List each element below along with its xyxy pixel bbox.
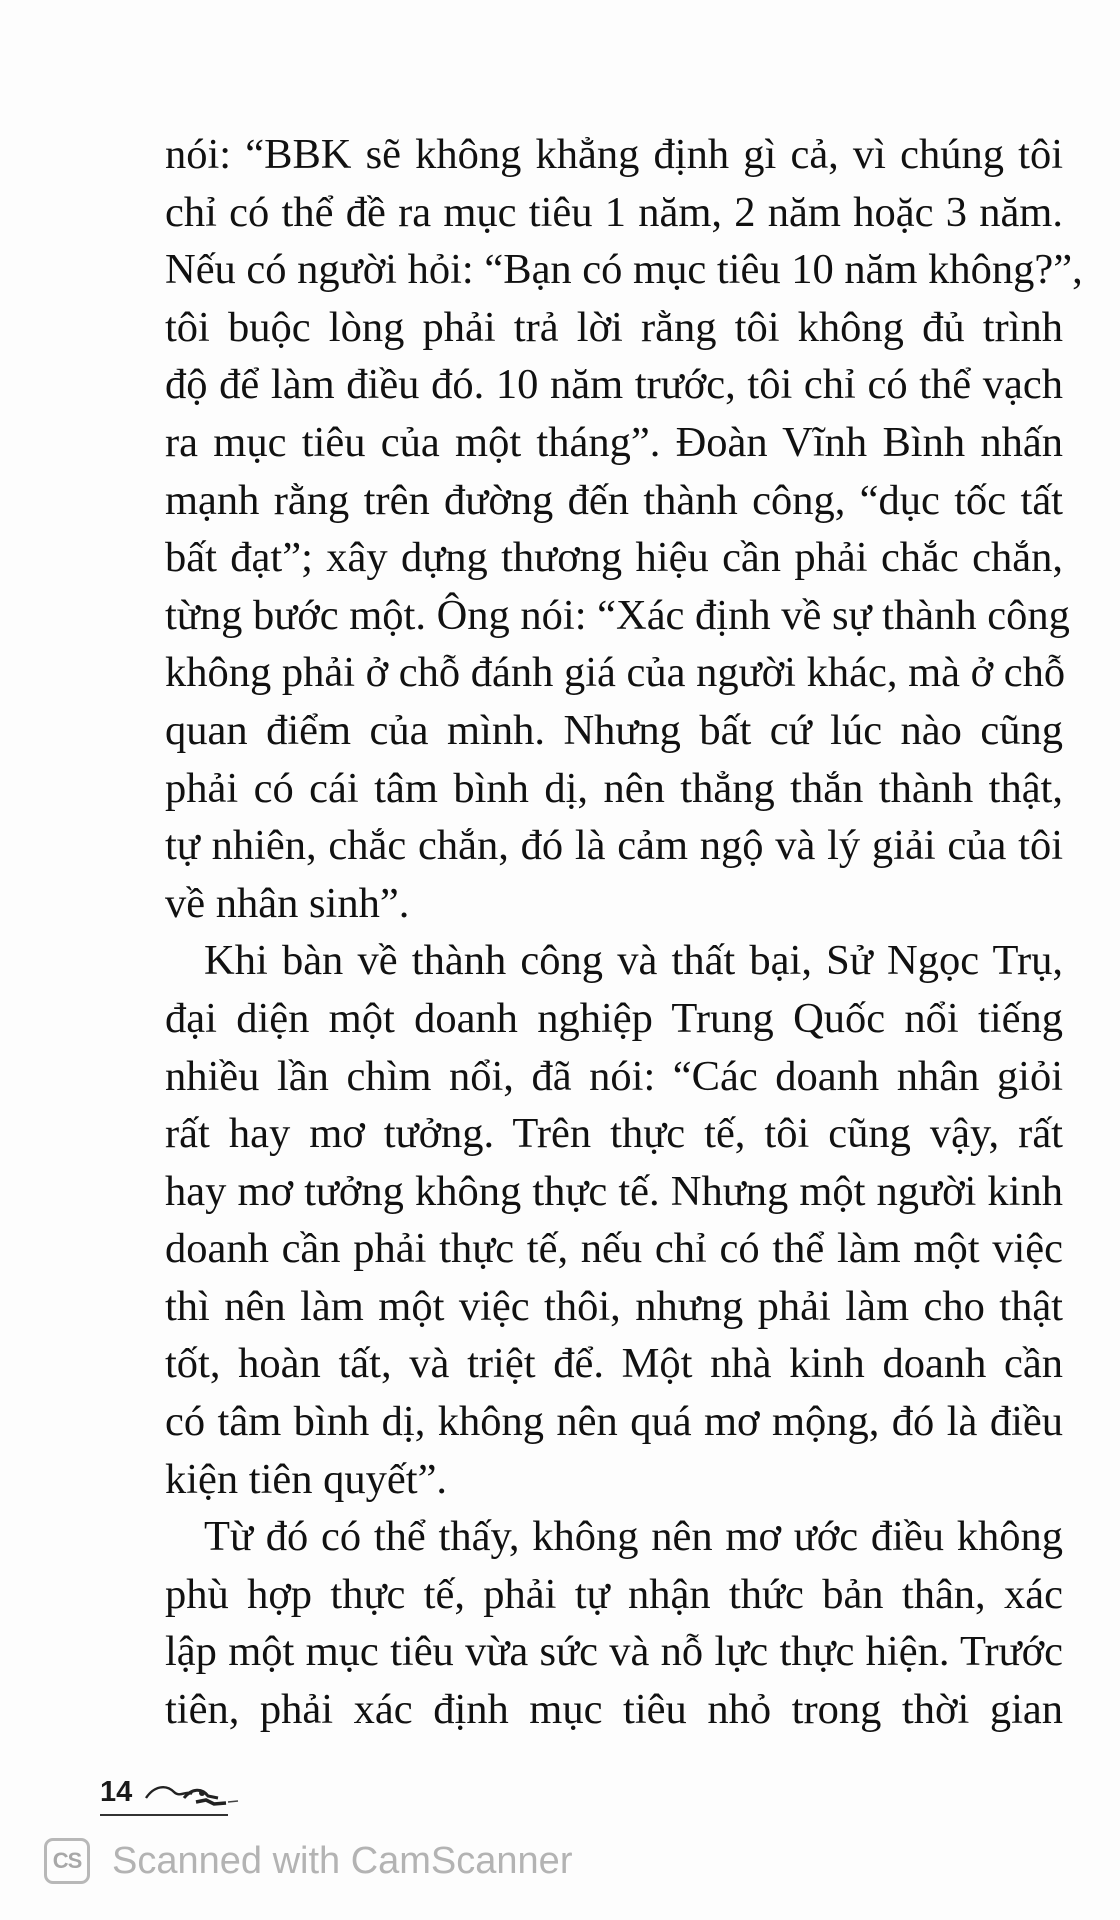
text-line: tôi buộc lòng phải trả lời rằng tôi không đủ trình (165, 303, 1063, 351)
text-line: ra mục tiêu của một tháng”. Đoàn Vĩnh Bình nhấn (165, 418, 1063, 466)
text-line: kiện tiên quyết”. (165, 1455, 448, 1503)
text-line: tự nhiên, chắc chắn, đó là cảm ngộ và lý giải của tôi (165, 822, 1063, 870)
footer-ornament-icon (144, 1776, 240, 1812)
text-line: chỉ có thể đề ra mục tiêu 1 năm, 2 năm hoặc 3 năm. (165, 188, 1063, 236)
text-line: không phải ở chỗ đánh giá của người khác, mà ở chỗ (165, 649, 1066, 697)
watermark-text: Scanned with CamScanner (112, 1839, 573, 1882)
paragraph (165, 126, 1083, 932)
text-line: hay mơ tưởng không thực tế. Nhưng một người kinh (165, 1167, 1063, 1215)
paragraph (165, 1508, 1063, 1738)
text-line: rất hay mơ tưởng. Trên thực tế, tôi cũng vậy, rất (165, 1110, 1063, 1158)
camscanner-logo: CS (44, 1838, 90, 1884)
text-line: phải có cái tâm bình dị, nên thẳng thắn thành thật, (165, 764, 1063, 812)
text-line: nhiều lần chìm nổi, đã nói: “Các doanh nhân giỏi (165, 1052, 1063, 1100)
text-line: đại diện một doanh nghiệp Trung Quốc nổi tiếng (165, 994, 1063, 1042)
text-line: bất đạt”; xây dựng thương hiệu cần phải chắc chắn, (165, 534, 1063, 582)
text-line: thì nên làm một việc thôi, nhưng phải làm cho thật (165, 1282, 1063, 1330)
text-line: lập một mục tiêu vừa sức và nỗ lực thực hiện. Trước (165, 1628, 1063, 1676)
text-line: độ để làm điều đó. 10 năm trước, tôi chỉ có thể vạch (165, 361, 1063, 409)
paragraph (165, 932, 1063, 1508)
page-number: 14 (100, 1776, 133, 1808)
text-line: Từ đó có thể thấy, không nên mơ ước điều không (204, 1513, 1063, 1561)
page-number-rule (100, 1814, 228, 1816)
camscanner-watermark (44, 1836, 572, 1886)
text-line: doanh cần phải thực tế, nếu chỉ có thể làm một việc (165, 1225, 1063, 1273)
text-line: Khi bàn về thành công và thất bại, Sử Ngọc Trụ, (204, 937, 1063, 985)
text-line: về nhân sinh”. (165, 879, 410, 927)
text-line: phù hợp thực tế, phải tự nhận thức bản thân, xác (165, 1570, 1063, 1618)
text-line: Nếu có người hỏi: “Bạn có mục tiêu 10 năm không?”, (165, 246, 1083, 294)
text-line: từng bước một. Ông nói: “Xác định về sự thành công (165, 591, 1070, 639)
text-line: mạnh rằng trên đường đến thành công, “dục tốc tất (165, 476, 1063, 524)
page-footer (100, 1776, 300, 1816)
text-line: tốt, hoàn tất, và triệt để. Một nhà kinh doanh cần (165, 1340, 1063, 1388)
text-line: quan điểm của mình. Nhưng bất cứ lúc nào cũng (165, 706, 1063, 754)
text-line: nói: “BBK sẽ không khẳng định gì cả, vì chúng tôi (165, 131, 1063, 178)
text-line: có tâm bình dị, không nên quá mơ mộng, đó là điều (165, 1398, 1063, 1446)
body-text (165, 126, 1083, 1739)
text-line: tiên, phải xác định mục tiêu nhỏ trong thời gian (165, 1686, 1063, 1734)
